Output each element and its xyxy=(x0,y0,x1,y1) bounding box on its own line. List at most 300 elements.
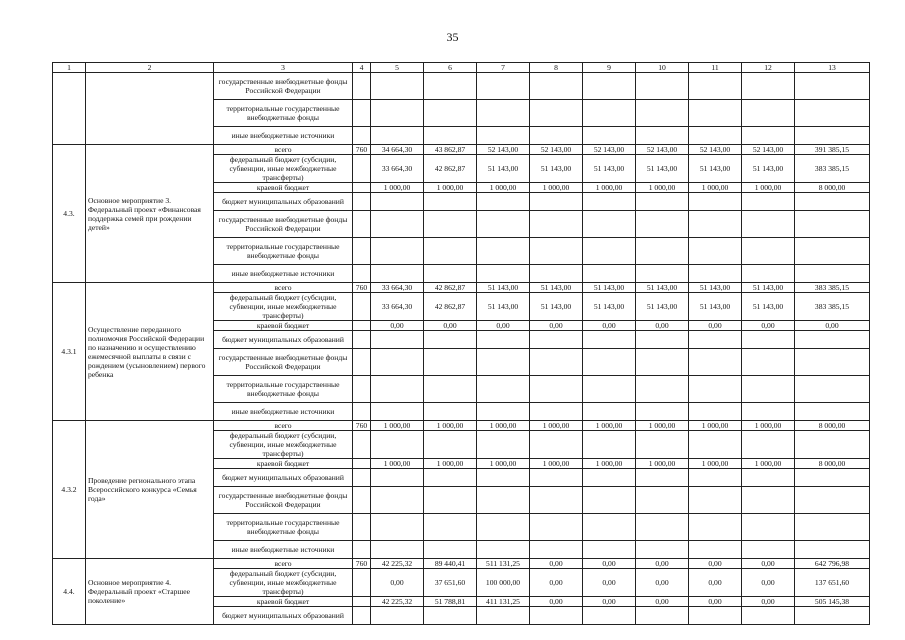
amount-cell xyxy=(689,487,742,514)
funding-source: краевой бюджет xyxy=(214,321,353,331)
amount-cell: 33 664,30 xyxy=(371,293,424,321)
amount-cell: 511 131,25 xyxy=(477,559,530,569)
amount-cell xyxy=(742,487,795,514)
amount-cell: 42 225,32 xyxy=(371,597,424,607)
amount-cell xyxy=(424,265,477,283)
amount-cell xyxy=(795,349,870,376)
amount-cell xyxy=(477,487,530,514)
amount-cell xyxy=(371,469,424,487)
amount-cell xyxy=(424,469,477,487)
amount-cell: 0,00 xyxy=(742,569,795,597)
item-name: Основное мероприятие 4. Федеральный проект «Старшее поколение» xyxy=(86,559,214,625)
grbs-code xyxy=(353,349,371,376)
amount-cell xyxy=(742,265,795,283)
amount-cell xyxy=(689,100,742,127)
amount-cell xyxy=(795,487,870,514)
amount-cell: 1 000,00 xyxy=(424,459,477,469)
amount-cell: 51 143,00 xyxy=(742,283,795,293)
column-header-12: 12 xyxy=(742,63,795,73)
column-header-7: 7 xyxy=(477,63,530,73)
funding-source: территориальные государственные внебюджетные фонды xyxy=(214,100,353,127)
amount-cell xyxy=(795,265,870,283)
amount-cell xyxy=(530,376,583,403)
amount-cell xyxy=(371,100,424,127)
item-code: 4.3.2 xyxy=(53,421,86,559)
funding-source: иные внебюджетные источники xyxy=(214,265,353,283)
amount-cell xyxy=(636,193,689,211)
amount-cell xyxy=(742,376,795,403)
funding-source: краевой бюджет xyxy=(214,183,353,193)
amount-cell xyxy=(530,211,583,238)
column-header-4: 4 xyxy=(353,63,371,73)
grbs-code xyxy=(353,293,371,321)
funding-source: государственные внебюджетные фонды Российской Федерации xyxy=(214,349,353,376)
amount-cell: 51 143,00 xyxy=(477,155,530,183)
amount-cell: 33 664,30 xyxy=(371,283,424,293)
amount-cell xyxy=(477,211,530,238)
amount-cell: 383 385,15 xyxy=(795,283,870,293)
amount-cell xyxy=(636,469,689,487)
amount-cell: 1 000,00 xyxy=(371,183,424,193)
amount-cell: 51 143,00 xyxy=(583,293,636,321)
amount-cell: 51 143,00 xyxy=(636,283,689,293)
amount-cell xyxy=(636,514,689,541)
amount-cell: 1 000,00 xyxy=(583,183,636,193)
amount-cell xyxy=(530,100,583,127)
amount-cell: 1 000,00 xyxy=(530,183,583,193)
amount-cell: 51 143,00 xyxy=(583,155,636,183)
amount-cell: 1 000,00 xyxy=(636,421,689,431)
amount-cell: 1 000,00 xyxy=(530,421,583,431)
amount-cell: 51 143,00 xyxy=(530,155,583,183)
amount-cell: 51 788,81 xyxy=(424,597,477,607)
amount-cell: 1 000,00 xyxy=(371,459,424,469)
amount-cell xyxy=(371,541,424,559)
column-header-6: 6 xyxy=(424,63,477,73)
amount-cell: 1 000,00 xyxy=(689,421,742,431)
column-header-10: 10 xyxy=(636,63,689,73)
column-header-1: 1 xyxy=(53,63,86,73)
funding-source: территориальные государственные внебюджетные фонды xyxy=(214,238,353,265)
amount-cell xyxy=(583,331,636,349)
amount-cell: 51 143,00 xyxy=(530,293,583,321)
amount-cell xyxy=(583,376,636,403)
amount-cell: 0,00 xyxy=(371,569,424,597)
grbs-code xyxy=(353,265,371,283)
amount-cell xyxy=(371,211,424,238)
amount-cell xyxy=(583,349,636,376)
grbs-code: 760 xyxy=(353,283,371,293)
amount-cell: 1 000,00 xyxy=(689,459,742,469)
amount-cell xyxy=(795,376,870,403)
amount-cell xyxy=(742,431,795,459)
amount-cell xyxy=(424,73,477,100)
amount-cell xyxy=(636,541,689,559)
amount-cell xyxy=(742,331,795,349)
amount-cell: 1 000,00 xyxy=(371,421,424,431)
amount-cell xyxy=(477,403,530,421)
grbs-code xyxy=(353,321,371,331)
amount-cell xyxy=(583,487,636,514)
amount-cell xyxy=(477,514,530,541)
amount-cell xyxy=(636,211,689,238)
table-row xyxy=(53,559,870,569)
amount-cell: 0,00 xyxy=(424,321,477,331)
item-code: 4.3.1 xyxy=(53,283,86,421)
amount-cell xyxy=(742,127,795,145)
amount-cell xyxy=(689,349,742,376)
amount-cell xyxy=(583,469,636,487)
amount-cell: 1 000,00 xyxy=(530,459,583,469)
amount-cell xyxy=(477,331,530,349)
item-code xyxy=(53,73,86,145)
amount-cell xyxy=(742,100,795,127)
amount-cell xyxy=(371,607,424,625)
amount-cell: 33 664,30 xyxy=(371,155,424,183)
amount-cell xyxy=(477,238,530,265)
table-row xyxy=(53,73,870,100)
amount-cell: 505 145,38 xyxy=(795,597,870,607)
amount-cell xyxy=(742,607,795,625)
amount-cell xyxy=(424,541,477,559)
amount-cell xyxy=(689,127,742,145)
amount-cell: 0,00 xyxy=(636,569,689,597)
amount-cell: 89 440,41 xyxy=(424,559,477,569)
page-number: 35 xyxy=(446,30,459,44)
header-row xyxy=(53,63,870,73)
amount-cell: 0,00 xyxy=(530,569,583,597)
amount-cell: 1 000,00 xyxy=(742,459,795,469)
amount-cell xyxy=(583,211,636,238)
amount-cell: 0,00 xyxy=(636,321,689,331)
grbs-code xyxy=(353,514,371,541)
amount-cell xyxy=(530,487,583,514)
amount-cell: 51 143,00 xyxy=(477,293,530,321)
amount-cell: 51 143,00 xyxy=(689,293,742,321)
amount-cell xyxy=(530,469,583,487)
amount-cell: 1 000,00 xyxy=(583,459,636,469)
amount-cell xyxy=(530,127,583,145)
amount-cell: 0,00 xyxy=(636,559,689,569)
funding-source: территориальные государственные внебюджетные фонды xyxy=(214,376,353,403)
grbs-code xyxy=(353,100,371,127)
column-header-11: 11 xyxy=(689,63,742,73)
column-header-2: 2 xyxy=(86,63,214,73)
amount-cell xyxy=(424,100,477,127)
amount-cell xyxy=(371,331,424,349)
amount-cell xyxy=(477,469,530,487)
amount-cell xyxy=(583,403,636,421)
amount-cell: 642 796,98 xyxy=(795,559,870,569)
amount-cell xyxy=(371,193,424,211)
funding-source: всего xyxy=(214,283,353,293)
grbs-code xyxy=(353,607,371,625)
amount-cell xyxy=(371,127,424,145)
grbs-code xyxy=(353,155,371,183)
funding-source: иные внебюджетные источники xyxy=(214,403,353,421)
amount-cell xyxy=(477,349,530,376)
amount-cell xyxy=(795,100,870,127)
amount-cell xyxy=(424,331,477,349)
amount-cell: 51 143,00 xyxy=(742,155,795,183)
amount-cell: 0,00 xyxy=(583,597,636,607)
grbs-code xyxy=(353,331,371,349)
amount-cell xyxy=(424,607,477,625)
amount-cell: 8 000,00 xyxy=(795,183,870,193)
amount-cell: 1 000,00 xyxy=(742,421,795,431)
amount-cell xyxy=(583,541,636,559)
amount-cell xyxy=(689,607,742,625)
amount-cell: 0,00 xyxy=(530,597,583,607)
amount-cell: 0,00 xyxy=(530,321,583,331)
grbs-code xyxy=(353,193,371,211)
amount-cell xyxy=(689,211,742,238)
amount-cell xyxy=(742,403,795,421)
amount-cell xyxy=(424,211,477,238)
amount-cell: 0,00 xyxy=(689,569,742,597)
amount-cell: 0,00 xyxy=(795,321,870,331)
grbs-code xyxy=(353,597,371,607)
amount-cell: 391 385,15 xyxy=(795,145,870,155)
amount-cell xyxy=(477,265,530,283)
amount-cell xyxy=(371,238,424,265)
amount-cell: 0,00 xyxy=(742,559,795,569)
grbs-code: 760 xyxy=(353,145,371,155)
amount-cell xyxy=(636,265,689,283)
amount-cell: 52 143,00 xyxy=(742,145,795,155)
amount-cell xyxy=(371,431,424,459)
amount-cell: 51 143,00 xyxy=(530,283,583,293)
grbs-code xyxy=(353,183,371,193)
amount-cell: 42 225,32 xyxy=(371,559,424,569)
funding-source: бюджет муниципальных образований xyxy=(214,607,353,625)
amount-cell xyxy=(424,431,477,459)
amount-cell xyxy=(424,487,477,514)
amount-cell xyxy=(583,265,636,283)
amount-cell xyxy=(636,127,689,145)
amount-cell: 0,00 xyxy=(583,559,636,569)
amount-cell: 1 000,00 xyxy=(742,183,795,193)
funding-source: краевой бюджет xyxy=(214,459,353,469)
amount-cell xyxy=(371,487,424,514)
amount-cell: 52 143,00 xyxy=(689,145,742,155)
amount-cell xyxy=(636,100,689,127)
amount-cell: 43 862,87 xyxy=(424,145,477,155)
amount-cell: 1 000,00 xyxy=(424,421,477,431)
amount-cell xyxy=(530,193,583,211)
amount-cell: 1 000,00 xyxy=(583,421,636,431)
amount-cell xyxy=(477,100,530,127)
amount-cell xyxy=(689,193,742,211)
amount-cell: 52 143,00 xyxy=(530,145,583,155)
amount-cell: 34 664,30 xyxy=(371,145,424,155)
amount-cell xyxy=(530,265,583,283)
grbs-code: 760 xyxy=(353,559,371,569)
funding-source: федеральный бюджет (субсидии, субвенции, иные межбюджетные трансферты) xyxy=(214,431,353,459)
funding-source: иные внебюджетные источники xyxy=(214,541,353,559)
amount-cell: 0,00 xyxy=(477,321,530,331)
grbs-code xyxy=(353,459,371,469)
column-header-13: 13 xyxy=(795,63,870,73)
item-name: Проведение регионального этапа Всероссийского конкурса «Семья года» xyxy=(86,421,214,559)
funding-source: всего xyxy=(214,145,353,155)
amount-cell xyxy=(636,349,689,376)
grbs-code xyxy=(353,127,371,145)
amount-cell: 8 000,00 xyxy=(795,421,870,431)
amount-cell xyxy=(424,127,477,145)
amount-cell xyxy=(689,541,742,559)
amount-cell: 0,00 xyxy=(636,597,689,607)
amount-cell xyxy=(689,514,742,541)
amount-cell xyxy=(371,265,424,283)
amount-cell xyxy=(477,541,530,559)
amount-cell xyxy=(583,514,636,541)
amount-cell xyxy=(742,238,795,265)
amount-cell xyxy=(742,349,795,376)
funding-source: бюджет муниципальных образований xyxy=(214,331,353,349)
amount-cell xyxy=(424,403,477,421)
amount-cell xyxy=(795,541,870,559)
amount-cell xyxy=(530,514,583,541)
amount-cell xyxy=(689,469,742,487)
amount-cell: 411 131,25 xyxy=(477,597,530,607)
amount-cell: 0,00 xyxy=(689,597,742,607)
table-row xyxy=(53,283,870,293)
amount-cell xyxy=(795,193,870,211)
table-row xyxy=(53,421,870,431)
amount-cell: 0,00 xyxy=(689,321,742,331)
amount-cell xyxy=(424,193,477,211)
item-name xyxy=(86,73,214,145)
amount-cell: 1 000,00 xyxy=(477,183,530,193)
amount-cell: 0,00 xyxy=(530,559,583,569)
amount-cell: 52 143,00 xyxy=(583,145,636,155)
amount-cell xyxy=(689,431,742,459)
amount-cell: 0,00 xyxy=(583,569,636,597)
amount-cell xyxy=(795,469,870,487)
amount-cell xyxy=(424,514,477,541)
amount-cell: 0,00 xyxy=(583,321,636,331)
amount-cell xyxy=(689,265,742,283)
funding-source: краевой бюджет xyxy=(214,597,353,607)
item-code: 4.3. xyxy=(53,145,86,283)
amount-cell: 51 143,00 xyxy=(636,293,689,321)
funding-source: территориальные государственные внебюджетные фонды xyxy=(214,514,353,541)
amount-cell xyxy=(795,514,870,541)
grbs-code xyxy=(353,238,371,265)
amount-cell: 42 862,87 xyxy=(424,293,477,321)
amount-cell xyxy=(530,349,583,376)
amount-cell xyxy=(636,331,689,349)
amount-cell xyxy=(795,431,870,459)
amount-cell xyxy=(424,349,477,376)
amount-cell: 51 143,00 xyxy=(477,283,530,293)
amount-cell xyxy=(636,376,689,403)
amount-cell xyxy=(371,73,424,100)
amount-cell: 100 000,00 xyxy=(477,569,530,597)
column-header-5: 5 xyxy=(371,63,424,73)
amount-cell: 0,00 xyxy=(742,597,795,607)
funding-source: федеральный бюджет (субсидии, субвенции, иные межбюджетные трансферты) xyxy=(214,155,353,183)
amount-cell xyxy=(477,376,530,403)
amount-cell xyxy=(742,469,795,487)
amount-cell xyxy=(795,238,870,265)
amount-cell xyxy=(795,211,870,238)
funding-source: всего xyxy=(214,559,353,569)
amount-cell xyxy=(742,514,795,541)
amount-cell: 1 000,00 xyxy=(689,183,742,193)
amount-cell: 0,00 xyxy=(742,321,795,331)
funding-source: федеральный бюджет (субсидии, субвенции, иные межбюджетные трансферты) xyxy=(214,293,353,321)
amount-cell: 1 000,00 xyxy=(477,459,530,469)
amount-cell xyxy=(689,403,742,421)
item-name: Основное мероприятие 3. Федеральный проект «Финансовая поддержка семей при рождении детей» xyxy=(86,145,214,283)
item-code: 4.4. xyxy=(53,559,86,625)
grbs-code xyxy=(353,469,371,487)
amount-cell: 51 143,00 xyxy=(636,155,689,183)
funding-source: государственные внебюджетные фонды Российской Федерации xyxy=(214,487,353,514)
amount-cell xyxy=(371,349,424,376)
amount-cell: 383 385,15 xyxy=(795,293,870,321)
amount-cell xyxy=(424,238,477,265)
funding-source: государственные внебюджетные фонды Российской Федерации xyxy=(214,211,353,238)
amount-cell: 42 862,87 xyxy=(424,283,477,293)
amount-cell xyxy=(583,431,636,459)
amount-cell: 0,00 xyxy=(689,559,742,569)
amount-cell: 1 000,00 xyxy=(636,459,689,469)
amount-cell xyxy=(477,607,530,625)
amount-cell xyxy=(530,403,583,421)
amount-cell xyxy=(742,211,795,238)
amount-cell xyxy=(424,376,477,403)
amount-cell xyxy=(583,607,636,625)
amount-cell: 0,00 xyxy=(371,321,424,331)
amount-cell: 1 000,00 xyxy=(477,421,530,431)
grbs-code xyxy=(353,487,371,514)
amount-cell: 1 000,00 xyxy=(424,183,477,193)
amount-cell xyxy=(795,607,870,625)
funding-source: иные внебюджетные источники xyxy=(214,127,353,145)
amount-cell xyxy=(530,331,583,349)
amount-cell: 37 651,60 xyxy=(424,569,477,597)
amount-cell xyxy=(636,607,689,625)
grbs-code xyxy=(353,403,371,421)
amount-cell xyxy=(477,431,530,459)
amount-cell xyxy=(689,73,742,100)
grbs-code xyxy=(353,211,371,238)
grbs-code xyxy=(353,73,371,100)
grbs-code xyxy=(353,541,371,559)
amount-cell: 137 651,60 xyxy=(795,569,870,597)
amount-cell xyxy=(689,331,742,349)
amount-cell: 52 143,00 xyxy=(636,145,689,155)
grbs-code xyxy=(353,376,371,403)
amount-cell xyxy=(636,238,689,265)
column-header-3: 3 xyxy=(214,63,353,73)
amount-cell xyxy=(742,193,795,211)
amount-cell: 51 143,00 xyxy=(689,283,742,293)
amount-cell xyxy=(530,607,583,625)
amount-cell xyxy=(636,73,689,100)
amount-cell xyxy=(795,403,870,421)
amount-cell: 51 143,00 xyxy=(742,293,795,321)
amount-cell: 52 143,00 xyxy=(477,145,530,155)
amount-cell: 1 000,00 xyxy=(636,183,689,193)
amount-cell xyxy=(371,403,424,421)
amount-cell xyxy=(477,73,530,100)
funding-source: бюджет муниципальных образований xyxy=(214,469,353,487)
amount-cell xyxy=(583,73,636,100)
